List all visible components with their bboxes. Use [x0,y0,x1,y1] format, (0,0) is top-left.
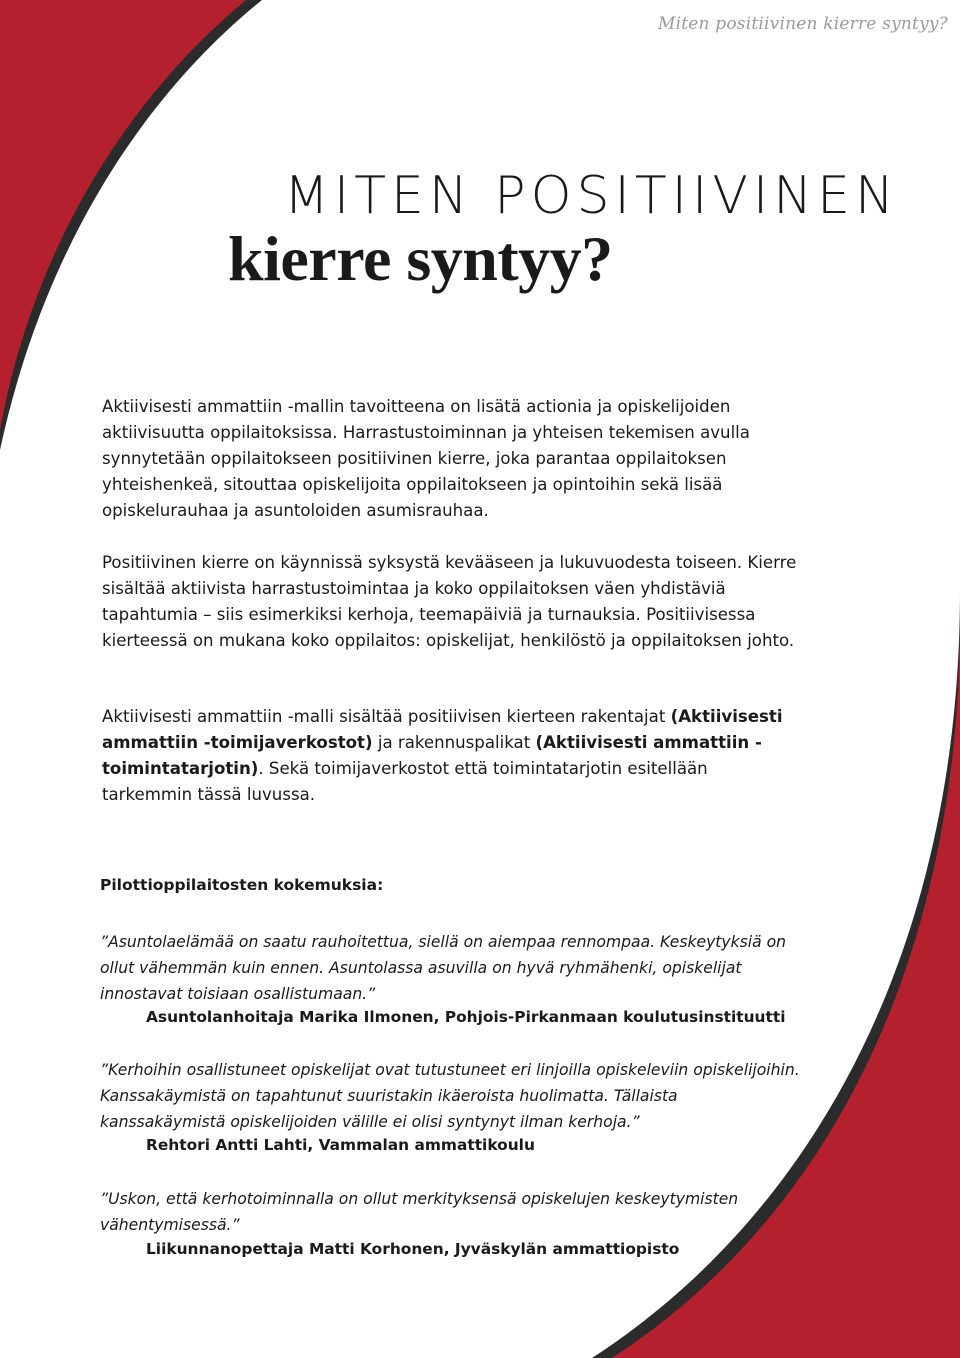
page-title-line2: kierre syntyy? [228,223,613,294]
page-title-line1: MITEN POSITIIVINEN [284,166,899,226]
quote-3-attribution: Liikunnanopettaja Matti Korhonen, Jyväskylän ammattiopisto [146,1240,680,1258]
paragraph-3-text-c: ja rakennuspalikat [372,733,536,752]
paragraph-3-text-e: . Sekä toimijaverkostot että toimintatarjotin esitellään tarkemmin tässä luvussa. [102,759,708,804]
quote-3: ”Uskon, että kerhotoiminnalla on ollut merkityksensä opiskelujen keskeytymisten vähentymisessä.” [100,1190,739,1234]
quote-2: ”Kerhoihin osallistuneet opiskelijat ovat tutustuneet eri linjoilla opiskeleviin opiskelijoihin. Kanssakäymistä on tapahtunut suuristakin ikäeroista huolimatta. Tällaista kanssakäymistä opiskelijoiden välille ei olisi syntynyt ilman kerhoja.” [100,1061,800,1131]
top-left-red-swoosh [0,0,246,430]
intro-paragraph-2: Positiivinen kierre on käynnissä syksystä kevääseen ja lukuvuodesta toiseen. Kierre sisältää aktiivista harrastustoimintaa ja koko oppilaitoksen väen yhdistäviä tapahtumia – siis esimerkiksi kerhoja, teemapäiviä ja turnauksia. Positiivisessa kierteessä on mukana koko oppilaitos: opiskelijat, henkilöstö ja oppilaitoksen johto. [102,553,797,650]
paragraph-3-text-a: Aktiivisesti ammattiin -malli sisältää positiivisen kierteen rakentajat [102,707,671,726]
quote-1: ”Asuntolaelämää on saatu rauhoitettua, siellä on aiempaa rennompaa. Keskeytyksiä on ollut vähemmän kuin ennen. Asuntolassa asuvilla on hyvä ryhmähenki, opiskelijat innostavat toisiaan osallistumaan.” [100,933,787,1003]
experiences-heading: Pilottioppilaitosten kokemuksia: [100,876,384,894]
quote-2-attribution: Rehtori Antti Lahti, Vammalan ammattikoulu [146,1136,535,1154]
paragraph-3-bold-tray: (Aktiivisesti ammattiin -toimintatarjotin) [102,733,762,778]
intro-paragraph-3 [102,704,802,808]
quote-1-attribution: Asuntolanhoitaja Marika Ilmonen, Pohjois-Pirkanmaan koulutusinstituutti [146,1008,786,1026]
paragraph-3-bold-networks: (Aktiivisesti ammattiin -toimijaverkostot) [102,707,783,752]
intro-paragraph-1: Aktiivisesti ammattiin -mallin tavoitteena on lisätä actionia ja opiskelijoiden aktiivisuutta oppilaitoksissa. Harrastustoiminnan ja yhteisen tekemisen avulla synnytetään oppilaitokseen positiivinen kierre, joka parantaa oppilaitoksen yhteishenkeä, sitouttaa opiskelijoita oppilaitokseen ja opintoihin sekä lisää opiskelurauhaa ja asuntoloiden asumisrauhaa. [102,397,750,520]
running-header: Miten positiivinen kierre syntyy? [657,14,948,34]
